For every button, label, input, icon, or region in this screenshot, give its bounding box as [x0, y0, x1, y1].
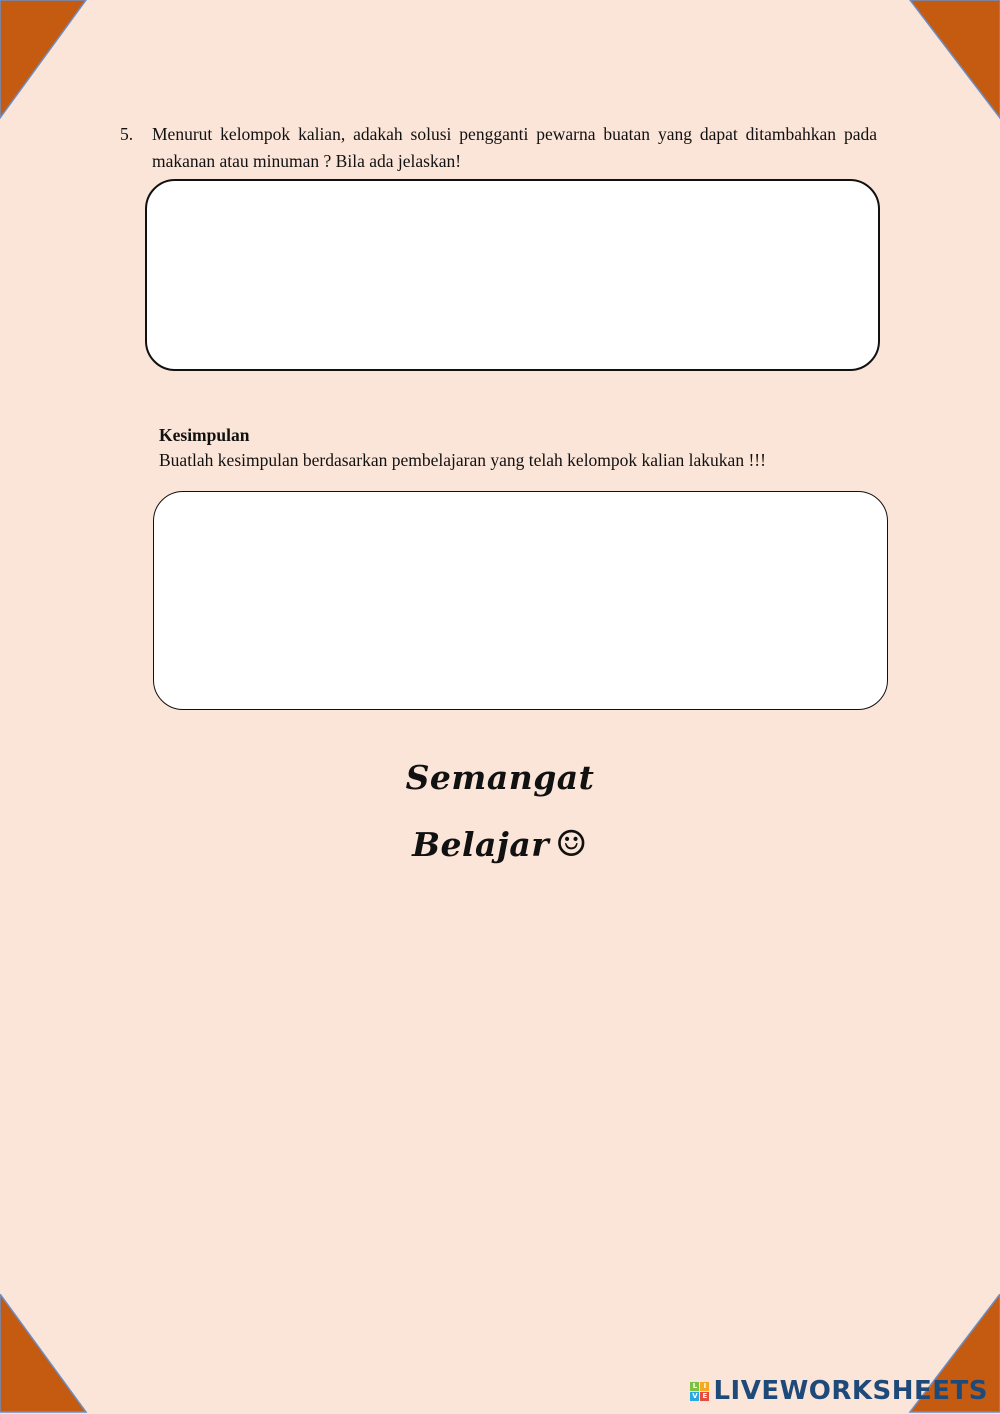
question-text: Menurut kelompok kalian, adakah solusi pengganti pewarna buatan yang dapat ditambahkan pada makanan atau minuman ? Bila ada jelaskan! — [152, 124, 877, 171]
watermark-text: LIVEWORKSHEETS — [713, 1376, 988, 1406]
answer-input-question-5[interactable] — [145, 179, 880, 371]
motto-line-2 — [0, 824, 1000, 865]
logo-letter-e: E — [700, 1392, 709, 1401]
smiley-icon: ☺ — [555, 824, 588, 865]
conclusion-heading: Kesimpulan — [159, 425, 250, 445]
conclusion-instruction: Buatlah kesimpulan berdasarkan pembelajaran yang telah kelompok kalian lakukan !!! — [159, 450, 766, 470]
logo-letter-v: V — [692, 1391, 698, 1400]
logo-letter-l: L — [690, 1382, 699, 1391]
question-number: 5. — [120, 124, 134, 144]
motto-text-2: Belajar — [412, 825, 550, 864]
liveworksheets-watermark — [690, 1376, 988, 1406]
question-5 — [120, 121, 877, 175]
motto-text-1: Semangat — [405, 758, 595, 797]
logo-letter-i: I — [700, 1382, 709, 1391]
liveworksheets-logo-icon — [690, 1382, 709, 1401]
conclusion-answer-input[interactable] — [153, 491, 888, 710]
motto-line-1 — [0, 758, 1000, 797]
